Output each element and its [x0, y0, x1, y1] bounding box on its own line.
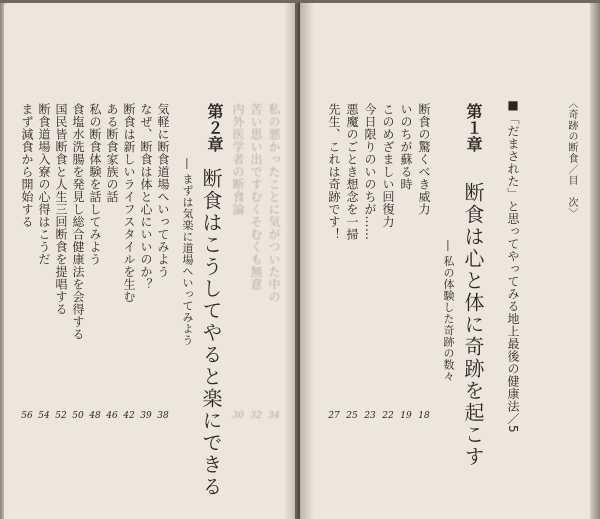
page-number: 52	[55, 411, 67, 421]
bleed-line: 内外医学者の断食論	[231, 103, 245, 216]
toc-entry: 今日限りのいのちが……	[363, 103, 377, 241]
toc-entry: 国民皆断食と人生三回断食を提唱する	[54, 103, 68, 316]
page-number: 48	[89, 411, 101, 421]
intro-line: ■「だまされた」と思ってやってみる地上最後の健康法／5	[506, 98, 520, 434]
toc-entry: 断食道場入寮の心得はこうだ	[37, 103, 51, 266]
toc-entry: いのちが蘇る時	[399, 103, 413, 191]
bleed-page-number: 30	[232, 411, 244, 421]
toc-entry: 私の断食体験を話してみよう	[88, 103, 102, 266]
toc-entry: このめざましい回復力	[381, 103, 395, 228]
bleed-line: 私の悪かったことに気がついた中の	[267, 103, 281, 303]
toc-entry: 断食の驚くべき威力	[417, 103, 431, 216]
page-number: 39	[140, 411, 152, 421]
page-number: 38	[157, 411, 169, 421]
chapter2-title: 断食はこうしてやると楽にできる	[199, 168, 223, 498]
toc-entry: 先生、これは奇跡です！	[327, 103, 341, 241]
page-number: 27	[328, 411, 340, 421]
page-number: 56	[21, 411, 33, 421]
page-number: 54	[38, 411, 50, 421]
page-number: 23	[364, 411, 376, 421]
book-gutter	[284, 3, 314, 519]
chapter1-label: 第１章	[464, 103, 483, 153]
page-edge-right	[590, 3, 600, 519]
toc-entry: 悪魔のごとき想念を一掃	[345, 103, 359, 241]
bleed-page-number: 32	[250, 411, 262, 421]
page-number: 18	[418, 411, 430, 421]
toc-entry: まず減食から開始する	[20, 103, 34, 228]
page-number: 25	[346, 411, 358, 421]
page-number: 50	[72, 411, 84, 421]
chapter1-subtitle: ― 私の体験した奇跡の数々	[442, 240, 455, 382]
page-number: 46	[106, 411, 118, 421]
toc-entry: なぜ、断食は体と心にいいのか？	[139, 103, 153, 291]
toc-entry: 断食は新しいライフスタイルを生む	[122, 103, 136, 303]
chapter1-title: 断食は心と体に奇跡を起こす	[461, 182, 485, 468]
page-number: 22	[382, 411, 394, 421]
running-header: 〈奇跡の断食／目 次〉	[566, 98, 577, 219]
toc-entry: 食塩水洗腸を発見し総合健康法を会得する	[71, 103, 85, 341]
toc-entry: 気軽に断食道場へいってみよう	[156, 103, 170, 278]
page-number: 42	[123, 411, 135, 421]
chapter2-subtitle: ― まずは気楽に道場へいってみよう	[181, 158, 194, 346]
chapter2-label: 第２章	[205, 103, 224, 153]
bleed-line: 苦い思い出ですむくそむくも無意	[249, 103, 263, 291]
bleed-page-number: 34	[268, 411, 280, 421]
page-number: 19	[400, 411, 412, 421]
toc-entry: ある断食家族の話	[105, 103, 119, 203]
